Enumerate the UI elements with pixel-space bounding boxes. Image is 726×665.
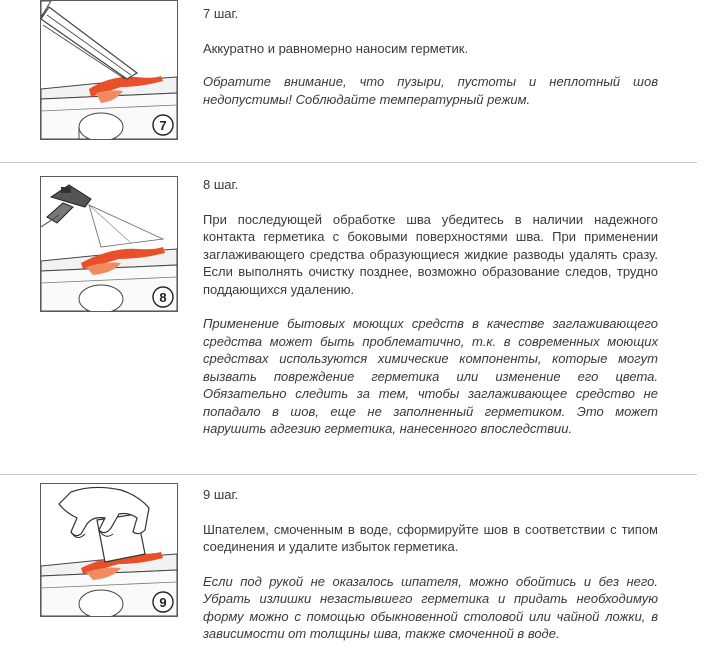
step-7-text: [203, 5, 658, 108]
divider: [0, 162, 697, 163]
step-9-number: 9: [159, 595, 167, 610]
step-8-number: 8: [159, 290, 167, 305]
step-9-note: Если под рукой не оказалось шпателя, можно обойтись и без него. Убрать излишки незастывшего герметика и придать необходимую форму можно с помощью обыкновенной столовой или чайной ложки, в зависимости от толщины шва, также смоченной в воде.: [203, 573, 658, 641]
step-9-title: 9 шаг.: [203, 487, 239, 502]
step-8-main-text: При последующей обработке шва убедитесь в наличии надежного контакта герметика с боковыми поверхностями шва. При применении заглаживающего средства образующиеся жидкие разводы удалять сразу. Если выполнять очистку позднее, возможно образование следов, трудно поддающихся удалению.: [203, 211, 658, 297]
step-8-illustration: [40, 176, 178, 312]
caulk-gun-icon: [41, 1, 177, 139]
step-9-text: [203, 486, 658, 643]
step-7-number: 7: [159, 118, 167, 133]
spray-bottle-icon: [41, 177, 177, 311]
step-7-note: Обратите внимание, что пузыри, пустоты и неплотный шов недопустимы! Соблюдайте температурный режим.: [203, 74, 658, 107]
hand-spatula-icon: [41, 484, 177, 616]
step-9-main-text: Шпателем, смоченным в воде, сформируйте шов в соответствии с типом соединения и удалите избыток герметика.: [203, 521, 658, 554]
step-8-note: Применение бытовых моющих средств в качестве заглаживающего средства может быть проблематично, т.к. в современных моющих средствах используются химические компоненты, которые могут вызвать повреждение герметика или изменение его цвета. Обязательно следить за тем, чтобы заглаживающее средство не попадало в шов, еще не заполненный герметиком. Это может нарушить адгезию герметика, нанесенного впоследствии.: [203, 316, 658, 436]
step-7-main-text: Аккуратно и равномерно наносим герметик.: [203, 40, 469, 56]
step-8-title: 8 шаг.: [203, 177, 239, 192]
step-8-text: [203, 176, 658, 438]
step-7-title: 7 шаг.: [203, 6, 239, 21]
divider: [0, 474, 697, 475]
step-7-illustration: [40, 0, 178, 140]
step-9-illustration: [40, 483, 178, 617]
